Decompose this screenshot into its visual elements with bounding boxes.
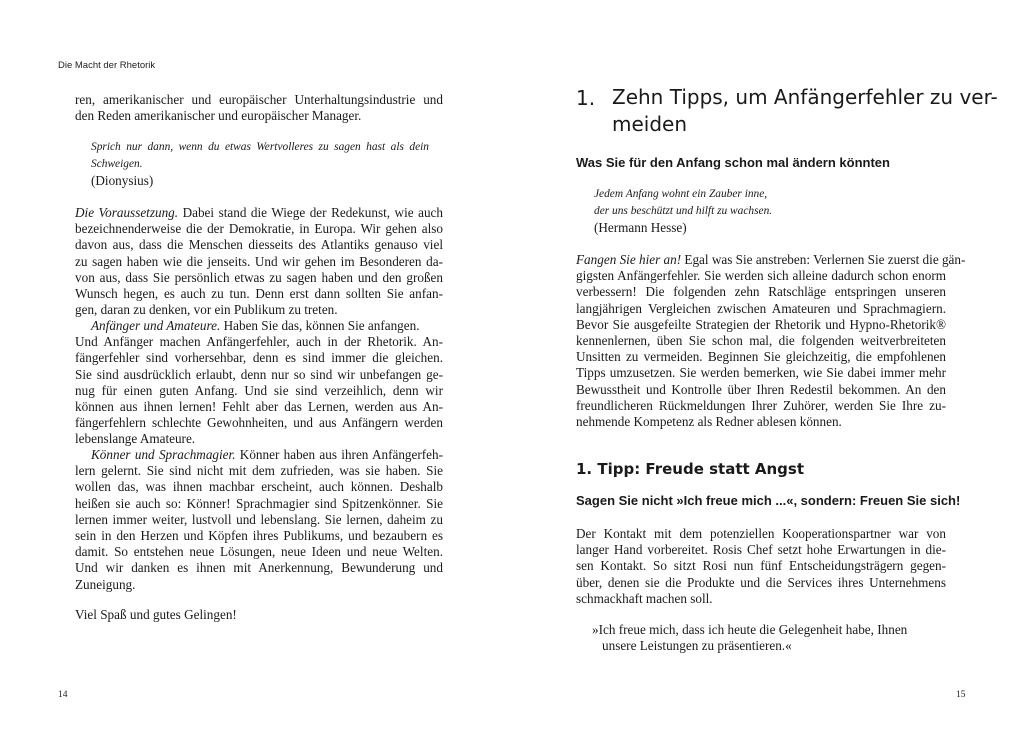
text-line: Fangen Sie hier an! Egal was Sie anstreben: Verlernen Sie zuerst die gän-: [576, 252, 966, 267]
section-voraussetzung: [75, 205, 443, 318]
text-line: schmackhaft machen soll.: [576, 590, 713, 606]
text-line: sen Kontakt. So sitzt Rosi nun fünf Entscheidungsträgern gegen-: [576, 558, 946, 574]
run-in-heading: Könner und Sprachmagier.: [91, 447, 236, 462]
tip-subheading: Sagen Sie nicht »Ich freue mich ...«, sondern: Freuen Sie sich!: [576, 493, 961, 508]
chapter-number: 1.: [576, 86, 596, 110]
text-line: Unsitten zu vermeiden. Beginnen Sie gleichzeitig, die empfohlenen: [576, 349, 946, 365]
text-line: Könner und Sprachmagier. Könner haben aus ihren Anfängerfeh-: [91, 447, 443, 462]
text-line: Der Kontakt mit dem potenziellen Kooperationspartner war von: [576, 526, 946, 541]
text-line: heißen sie auch so: Könner! Sprachmagier sind Spitzenkönner. Sie: [75, 495, 443, 511]
run-in-heading: Fangen Sie hier an!: [576, 252, 682, 267]
text-line: Sie sind ausdrücklich erlaubt, denn nur so sind wir unbefangen ge-: [75, 366, 443, 382]
right-page: [510, 0, 1020, 756]
chapter-title-line: Zehn Tipps, um Anfängerfehler zu ver-: [612, 85, 998, 109]
tip-quote: [592, 622, 942, 654]
paragraph-continuation: [75, 92, 443, 124]
text-line: fängerfehler sind vorhersehbar, denn es sind immer die gleichen.: [75, 350, 443, 366]
text-line: ren, amerikanischer und europäischer Unterhaltungsindustrie und: [75, 92, 443, 107]
run-in-heading: Die Voraussetzung.: [75, 205, 179, 220]
text-line: Tipps umzusetzen. Sie werden bemerken, wie Sie dabei immer mehr: [576, 365, 946, 381]
text-line: nehmende Kompetenz als Redner ablesen können.: [576, 414, 842, 430]
epigraph-quote: [91, 139, 429, 189]
text-line: freundlicheren Rückmeldungen Ihrer Zuhörer, werden Sie Ihre zu-: [576, 397, 946, 413]
text-line: Die Voraussetzung. Dabei stand die Wiege der Redekunst, wie auch: [75, 205, 443, 220]
tip-body: [576, 526, 946, 607]
text-line: Bevor Sie ausgefeilte Strategien der Rhetorik und Hypno-Rhetorik®: [576, 316, 946, 332]
text-line: Zuneigung.: [75, 576, 136, 592]
tip-heading: 1. Tipp: Freude statt Angst: [576, 460, 805, 478]
quote-author: (Hermann Hesse): [594, 220, 687, 235]
text-line: bezeichnenderweise die der Demokratie, in Europa. Wir gehen also: [75, 221, 443, 237]
quote-line: unsere Leistungen zu präsentieren.«: [602, 638, 792, 654]
text-line: damit. So entstehen neue Lösungen, neue Ideen und neue Welten.: [75, 544, 443, 560]
text-line: langer Hand vorbereitet. Rosis Chef setzt hohe Erwartungen in die-: [576, 542, 946, 558]
text-line: von aus, dass Sie persönlich etwas zu sagen haben und den großen: [75, 269, 443, 285]
text-line: sein in den Herzen und Köpfen ihres Publikums, und bezaubern es: [75, 528, 443, 544]
text-line: nug für einen guten Anfang. Und sie sind verzeihlich, denn wir: [75, 382, 443, 398]
text-line: lern gelernt. Sie sind nicht mit dem zufrieden, was sie haben. Sie: [75, 463, 443, 479]
text-line: lernen immer weiter, lustvoll und lebenslang. Sie lernen, daheim zu: [75, 511, 443, 527]
chapter-subtitle: Was Sie für den Anfang schon mal ändern könnten: [576, 155, 890, 170]
text-line: Anfänger und Amateure. Haben Sie das, können Sie anfangen.: [91, 318, 420, 333]
text-line: Wunsch hegen, es auch zu tun. Denn erst dann sollten Sie anfan-: [75, 286, 443, 302]
section-koenner: [75, 447, 443, 593]
page-number: 14: [58, 690, 68, 700]
text-line: gigsten Anfängerfehler. Sie werden sich alleine dadurch schon enorm: [576, 268, 946, 284]
text-line: lebenslange Amateure.: [75, 431, 196, 447]
text-line: gen, daran zu denken, vor ein Publikum zu treten.: [75, 302, 338, 318]
text-line: fängerfehlern schlechte Gewohnheiten, und aus Anfängern werden: [75, 415, 443, 431]
page-number: 15: [956, 690, 966, 700]
text-line: zu sagen haben wie die jenseits. Und wir gehen im Besonderen da-: [75, 253, 443, 269]
quote-line: »Ich freue mich, dass ich heute die Gelegenheit habe, Ihnen: [592, 622, 908, 637]
text-line: Und wir danken es ihnen mit Anerkennung, Bewunderung und: [75, 560, 443, 576]
text-line: Und Anfänger machen Anfängerfehler, auch in der Rhetorik. An-: [75, 334, 443, 350]
text-line: langjährigen Vergleichen zwischen Amateuren und Sprachmagiern.: [576, 300, 946, 316]
chapter-title: [612, 84, 998, 138]
quote-line: der uns beschützt und hilft zu wachsen.: [594, 205, 773, 217]
text-line: verbessern! Die folgenden zehn Ratschläge entspringen unseren: [576, 284, 946, 300]
intro-paragraph: [576, 252, 966, 430]
text-line: wollen das, was ihnen machbar erscheint, auch können. Deshalb: [75, 479, 443, 495]
text-line: kennenlernen, üben Sie schon mal, die folgenden weitverbreiteten: [576, 333, 946, 349]
text-line: den Reden amerikanischer und europäischer Manager.: [75, 108, 362, 124]
chapter-title-line: meiden: [612, 112, 688, 136]
quote-line: Jedem Anfang wohnt ein Zauber inne,: [594, 188, 768, 200]
running-head: Die Macht der Rhetorik: [58, 60, 156, 71]
quote-author: (Dionysius): [91, 173, 154, 188]
run-in-heading: Anfänger und Amateure.: [91, 318, 221, 333]
quote-line: Sprich nur dann, wenn du etwas Wertvolleres zu sagen hast als dein: [91, 141, 429, 153]
text-line: Bewusstheit und Kontrolle über Ihren Redestil bekommen. An den: [576, 381, 946, 397]
quote-line: Schweigen.: [91, 158, 143, 170]
epigraph-quote: [594, 186, 894, 236]
text-line: können aus ihnen lernen! Fehlt aber das Lernen, werden aus An-: [75, 399, 443, 415]
closing-line: Viel Spaß und gutes Gelingen!: [75, 607, 237, 622]
text-line: über, denen sie die Produkte und die Services ihres Unternehmens: [576, 574, 946, 590]
section-anfaenger: [75, 318, 443, 448]
text-line: davon aus, dass die Menschen diesseits des Atlantiks genauso viel: [75, 237, 443, 253]
